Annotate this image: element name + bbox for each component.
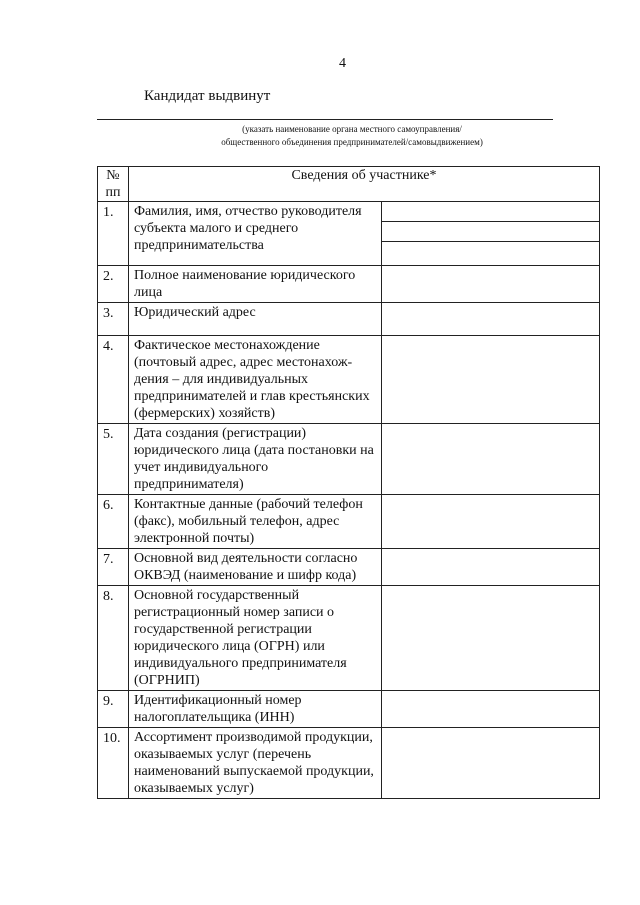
row-number: 10. <box>98 728 129 799</box>
row-label: Идентификационный номер налогоплательщика (ИНН) <box>128 691 381 728</box>
hint-text <box>150 123 554 149</box>
table-row <box>98 266 600 303</box>
row-label: Контактные данные (рабочий телефон (факс), мобильный телефон, адрес электронной почты) <box>128 495 381 549</box>
row-value-cell[interactable] <box>381 202 599 266</box>
row-number: 5. <box>98 424 129 495</box>
row-label: Основной государственный регистрационный номер записи о государственной регистрации юридического лица (ОГРН) или индивидуального предпринимателя (ОГРНИП) <box>128 586 381 691</box>
row-number: 3. <box>98 303 129 336</box>
table-row <box>98 202 600 266</box>
value-subfield[interactable] <box>382 202 599 222</box>
row-number: 7. <box>98 549 129 586</box>
row-label: Дата создания (регистрации) юридического лица (дата постановки на учет индивидуального предпринимателя) <box>128 424 381 495</box>
hint-line-2: общественного объединения предпринимателей/самовыдвижением) <box>221 137 483 147</box>
table-row <box>98 336 600 424</box>
fill-in-line[interactable] <box>97 119 553 120</box>
row-value-cell[interactable] <box>381 549 599 586</box>
row-value-cell[interactable] <box>381 586 599 691</box>
value-subfield[interactable] <box>382 242 599 261</box>
header-num-cell <box>98 167 129 202</box>
row-label: Фамилия, имя, отчество руководителя субъекта малого и среднего предпринимательства <box>128 202 381 266</box>
row-value-cell[interactable] <box>381 424 599 495</box>
table-row <box>98 691 600 728</box>
row-number: 2. <box>98 266 129 303</box>
table-row <box>98 586 600 691</box>
table-header-row <box>98 167 600 202</box>
row-value-cell[interactable] <box>381 691 599 728</box>
row-number: 4. <box>98 336 129 424</box>
header-num-symbol: № <box>106 168 120 183</box>
row-value-cell[interactable] <box>381 728 599 799</box>
table-row <box>98 303 600 336</box>
header-num-abbr: пп <box>105 185 121 200</box>
row-value-cell[interactable] <box>381 336 599 424</box>
row-label: Ассортимент производимой продукции, оказываемых услуг (перечень наименований выпускаемой продукции, оказываемых услуг) <box>128 728 381 799</box>
participant-info-table <box>97 166 600 799</box>
row-label: Полное наименование юридического лица <box>128 266 381 303</box>
table-row <box>98 728 600 799</box>
hint-line-1: (указать наименование органа местного самоуправления/ <box>242 124 462 134</box>
row-number: 9. <box>98 691 129 728</box>
row-number: 8. <box>98 586 129 691</box>
row-label: Юридический адрес <box>128 303 381 336</box>
row-value-cell[interactable] <box>381 266 599 303</box>
row-label: Фактическое местонахождение (почтовый адрес, адрес местонахож-дения – для индивидуальных предпринимателей и глав крестьянских (фермерских) хозяйств) <box>128 336 381 424</box>
table-row <box>98 424 600 495</box>
row-number: 1. <box>98 202 129 266</box>
header-info-cell: Сведения об участнике* <box>128 167 599 202</box>
table-row <box>98 549 600 586</box>
row-value-cell[interactable] <box>381 303 599 336</box>
row-value-cell[interactable] <box>381 495 599 549</box>
page-number: 4 <box>339 56 346 71</box>
row-number: 6. <box>98 495 129 549</box>
table-row <box>98 495 600 549</box>
value-subfield[interactable] <box>382 222 599 242</box>
candidate-label: Кандидат выдвинут <box>144 88 271 104</box>
row-label: Основной вид деятельности согласно ОКВЭД (наименование и шифр кода) <box>128 549 381 586</box>
